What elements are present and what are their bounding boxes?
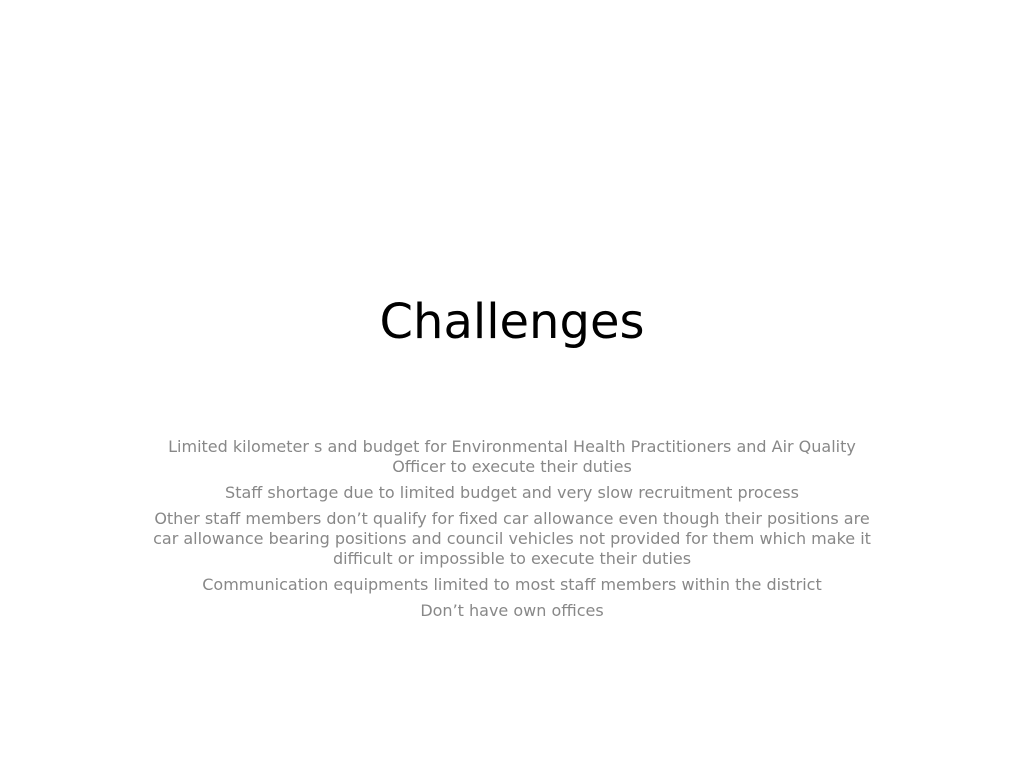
slide-body bbox=[152, 437, 872, 627]
bullet-item: Other staff members don’t qualify for fixed car allowance even though their positions are car allowance bearing positions and council vehicles not provided for them which make it difficult or impossible to execute their duties bbox=[153, 509, 871, 568]
slide-title: Challenges bbox=[379, 294, 645, 350]
bullet-item: Limited kilometer s and budget for Environmental Health Practitioners and Air Quality Officer to execute their duties bbox=[168, 437, 856, 476]
bullet-item: Don’t have own offices bbox=[420, 601, 604, 620]
bullet-item: Communication equipments limited to most staff members within the district bbox=[202, 575, 822, 594]
bullet-item: Staff shortage due to limited budget and very slow recruitment process bbox=[225, 483, 799, 502]
